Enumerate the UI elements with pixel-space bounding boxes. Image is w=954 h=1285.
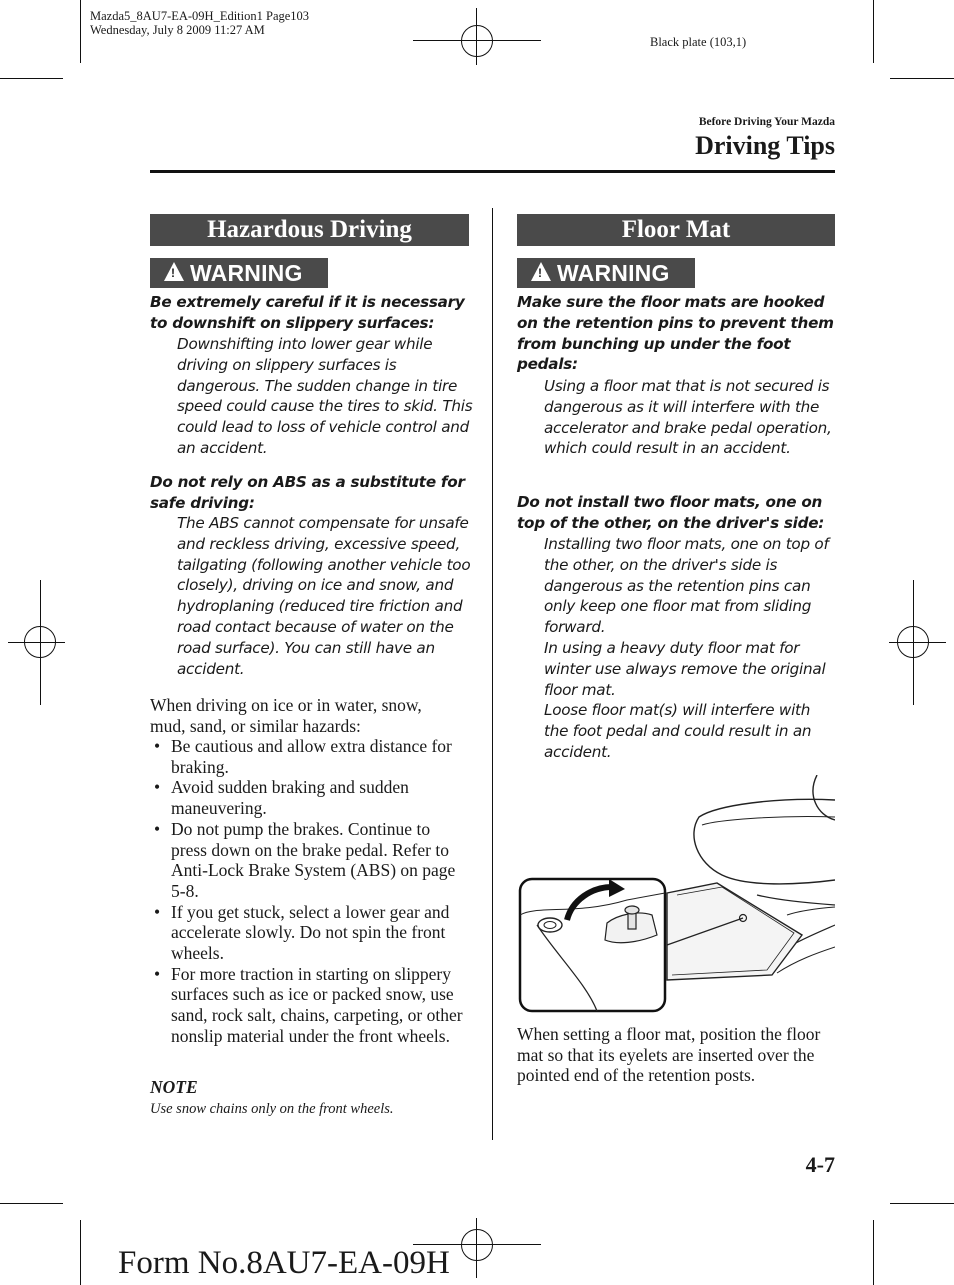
list-item-text: Be cautious and allow extra distance for braking. [171,736,452,777]
bullet-icon: • [154,818,161,839]
warning-label: WARNING [190,260,303,286]
column-divider [492,208,493,1140]
warning-label: WARNING [557,260,670,286]
warning-body-paragraph: In using a heavy duty floor mat for winter use always remove the original floor mat. [544,638,826,699]
list-item-text: For more traction in starting on slippery surfaces such as ice or packed snow, use sand, rock salt, chains, carpeting, or other nonslip material under the front wheels. [171,963,463,1046]
floor-mat-caption: When setting a floor mat, position the floor mat so that its eyelets are inserted over the pointed end of the retention posts. [517,1024,821,1086]
note-label: NOTE [150,1077,198,1097]
warning-body-paragraph: Installing two floor mats, one on top of the other, on the driver's side is dangerous as the retention pins can only keep one floor mat from sliding forward. [544,535,829,637]
page-number: 4-7 [805,1152,835,1177]
plate-label: Black plate (103,1) [650,35,747,49]
crop-mark [0,1203,63,1204]
crop-mark [80,0,81,63]
note-text: Use snow chains only on the front wheels. [150,1101,394,1117]
list-item-text: Do not pump the brakes. Continue to press down on the brake pedal. Refer to Anti-Lock Brake System (ABS) on page 5-8. [171,818,456,901]
slug-line: Mazda5_8AU7-EA-09H_Edition1 Page103 [90,9,310,23]
exclamation-icon: ! [538,266,542,280]
list-item [150,819,475,902]
hazards-intro: When driving on ice or in water, snow, mud, sand, or similar hazards: [150,695,422,736]
warning-body: Downshifting into lower gear while driving on slippery surfaces is dangerous. The sudden change in tire speed could cause the tires to skid. This could lead to loss of vehicle control and an accident. [177,335,473,457]
registration-mark [461,1229,493,1261]
crop-mark [890,78,954,79]
registration-mark [24,626,56,658]
slug-line: Wednesday, July 8 2009 11:27 AM [90,23,265,37]
warning-banner [150,258,328,288]
list-item-text: Avoid sudden braking and sudden maneuvering. [171,777,409,819]
list-item [150,736,475,777]
warning-heading: Make sure the floor mats are hooked on the retention pins to prevent them from bunching up under the foot pedals: [517,293,834,374]
registration-mark [897,626,929,658]
hazardous-driving-title: Hazardous Driving [150,214,469,246]
warning-body: The ABS cannot compensate for unsafe and reckless driving, excessive speed, tailgating (following another vehicle too closely), driving on ice and snow, and hydroplaning (reduced tire friction and road contact because of water on the road surface). You can still have an accident. [177,514,471,678]
warning-body [544,534,835,763]
chapter-title: Before Driving Your Mazda [698,116,835,128]
list-item [150,902,475,964]
crop-mark [80,1220,81,1285]
warning-heading: Do not rely on ABS as a substitute for safe driving: [150,473,465,512]
bullet-icon: • [154,736,161,756]
crop-mark [873,1220,874,1285]
bullet-icon: • [154,901,161,922]
warning-body: Using a floor mat that is not secured is dangerous as it will interfere with the accelerator and brake pedal operation, which could result in an accident. [544,377,832,458]
section-title: Driving Tips [695,131,835,160]
bullet-icon: • [154,777,161,798]
hazard-tips-list [150,736,475,1047]
warning-heading: Do not install two floor mats, one on top of the other, on the driver's side: [517,493,825,532]
list-item [150,777,475,818]
floor-mat-illustration [517,775,835,1015]
crop-mark [873,0,874,63]
list-item-text: If you get stuck, select a lower gear and accelerate slowly. Do not spin the front wheels. [171,901,450,964]
bullet-icon: • [154,963,161,984]
warning-heading: Be extremely careful if it is necessary to downshift on slippery surfaces: [150,293,465,332]
crop-mark [0,78,63,79]
exclamation-icon: ! [171,266,175,280]
form-number: Form No.8AU7-EA-09H [118,1245,450,1281]
warning-body-paragraph: Loose floor mat(s) will interfere with the foot pedal and could result in an accident. [544,701,812,761]
registration-mark [461,25,493,57]
floor-mat-title: Floor Mat [517,214,835,246]
list-item [150,964,475,1047]
warning-banner [517,258,695,288]
header-rule [150,170,835,173]
crop-mark [890,1203,954,1204]
